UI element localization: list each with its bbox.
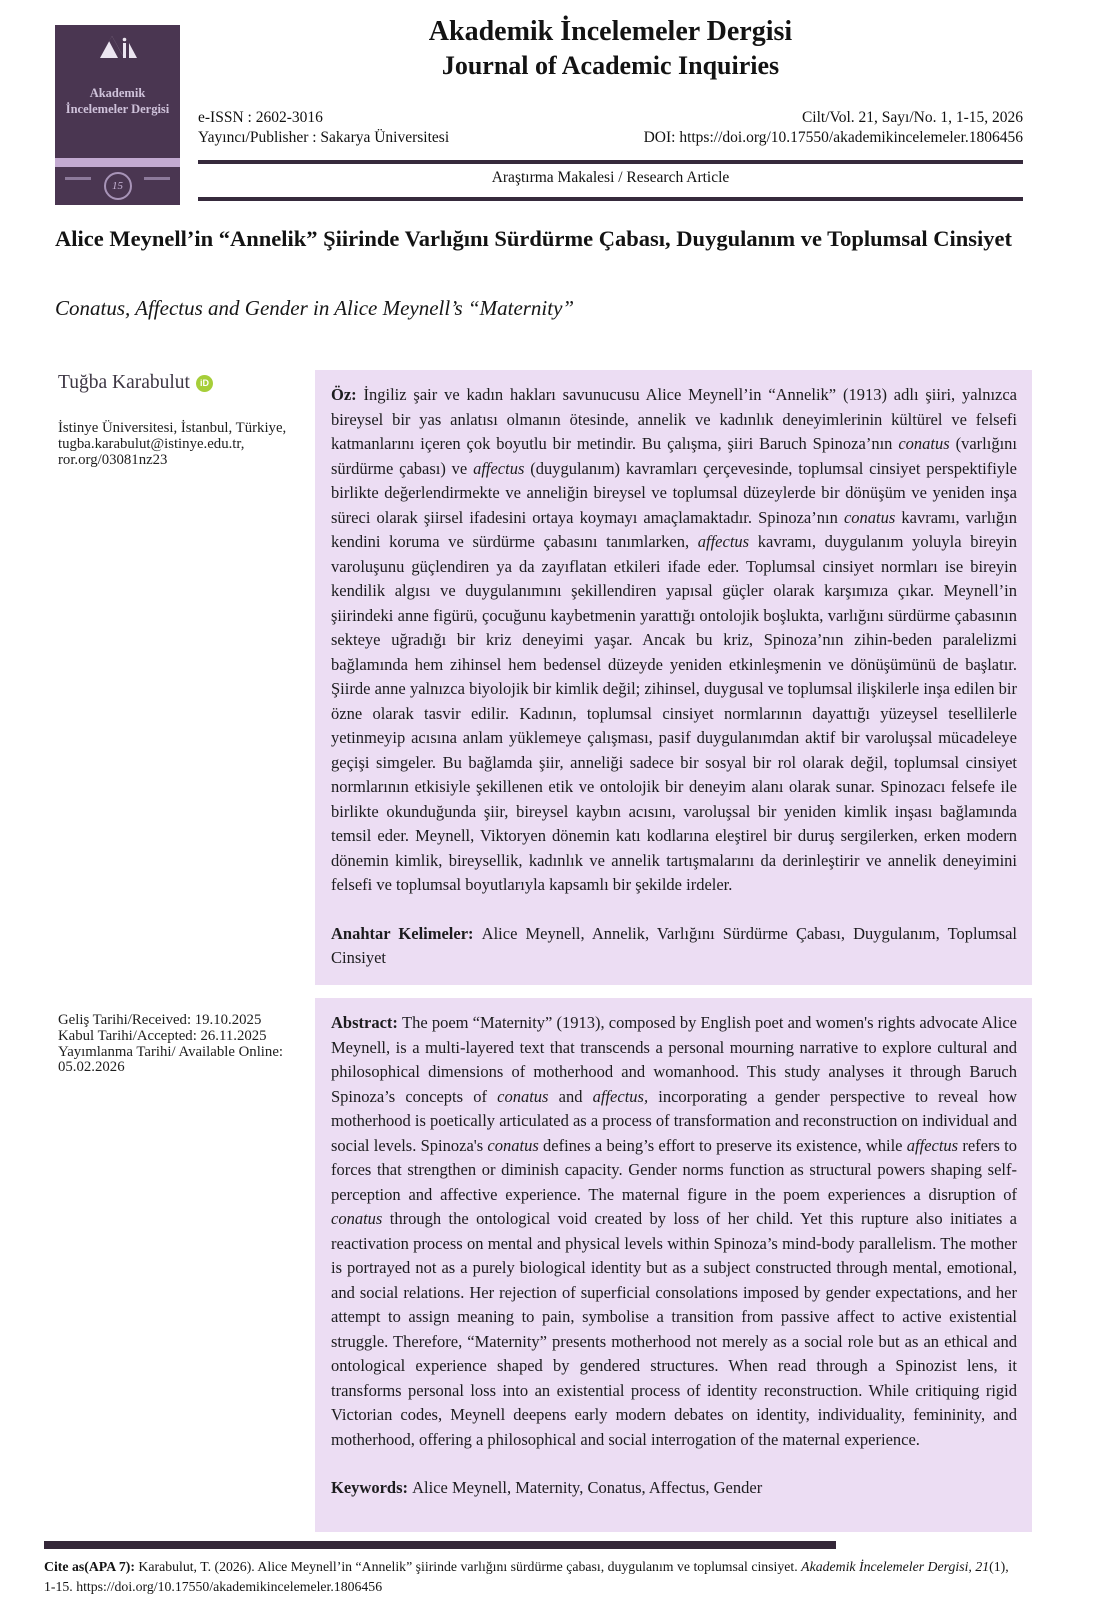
keywords-english: Keywords: Alice Meynell, Maternity, Conatus, Affectus, Gender [331, 1478, 763, 1497]
journal-doi-link[interactable]: DOI: https://doi.org/10.17550/akademikincelemeler.1806456 [643, 129, 1023, 146]
abstract-turkish-text: Öz: İngiliz şair ve kadın hakları savunucusu Alice Meynell’in “Annelik” (1913) adlı şiiri, yalnızca bireysel bir yas anlatısı olmanın ötesinde, annelik ve kadınlık deneyimlerinin kültürel ve felsefi katmanlarını içeren çok boyutlu bir metindir. Bu çalışma, şiiri Baruch Spinoza’nın conatus (varlığını sürdürme çabası) ve affectus (duygulanım) kavramları çerçevesinde, toplumsal cinsiyet perspektifiyle birlikte değerlendirmekte ve anneliğin bireysel ve toplumsal düzeylerde bir dönüşüm ve yeniden inşa süreci olarak şiirsel ifadesini ortaya koymayı amaçlamaktadır. Spinoza’nın conatus kavramı, varlığın kendini koruma ve sürdürme çabasını tanımlarken, affectus kavramı, duygulanım yoluyla bireyin varoluşunu güçlendiren ya da zayıflatan etkileri ifade eder. Toplumsal cinsiyet normları ise bireyin kendilik algısı ve duygulanımını şekillendiren yapısal güçler olarak karşımıza çıkar. Meynell’in şiirindeki anne figürü, çocuğunu kaybetmenin yarattığı ontolojik boşlukta, varlığını sürdürme çabasının sekteye uğradığı bir kriz deneyimi yaşar. Ancak bu kriz, Spinoza’nın zihin-beden paralelizmi bağlamında hem zihinsel hem bedensel düzeyde yeniden etkinleşmenin ve dönüşümünü de başlatır. Şiirde anne yalnızca biyolojik bir kimlik değil; zihinsel, duygusal ve toplumsal ilişkilerle inşa edilen bir özne olarak tasvir edilir. Kadının, toplumsal cinsiyet normlarının dayattığı yüzeysel tesellilerle yetinmeyip acısına anlam yüklemeye çalışması, pasif duygulanımdan aktif bir varoluşsal mücadeleye geçişi simgeler. Bu bağlamda şiir, anneliği sadece bir sosyal bir rol olarak değil, toplumsal cinsiyet normlarının etkisiyle şekillenen etik ve ontolojik bir deneyim alanı olarak sunar. Spinozacı felsefe ile birlikte okunduğunda şiir, bireysel kaybın acısını, varoluşsal bir yeniden kimlik inşası bağlamında temsil eder. Meynell, Viktoryen dönemin katı kodlarına eleştirel bir duruş sergilerken, erken modern dönemin kimlik, bireysellik, kadınlık ve annelik tartışmalarını da derinleştirir ve annelik deneyimini felsefi ve toplumsal boyutlarıyla kapsamlı bir şekilde irdeler. [331, 385, 1018, 894]
footer-rule [44, 1541, 836, 1549]
journal-logo-icon [55, 34, 180, 65]
abstract-english-text: Abstract: The poem “Maternity” (1913), composed by English poet and women's rights advocate Alice Meynell, is a multi-layered text that transcends a personal mourning narrative to explore cultural and philosophical dimensions of motherhood and womanhood. This study analyses it through Baruch Spinoza’s concepts of conatus and affectus, incorporating a gender perspective to reveal how motherhood is poetically articulated as a process of transformation and reconstruction on individual and social levels. Spinoza's conatus defines a being’s effort to preserve its existence, while affectus refers to forces that strengthen or diminish capacity. Gender norms function as structural powers shaping self-perception and affective experience. The maternal figure in the poem experiences a disruption of conatus through the ontological void created by loss of her child. Yet this rupture also initiates a reactivation process on mental and physical levels within Spinoza’s mind-body parallelism. The mother is portrayed not as a purely biological identity but as a subject constructed through mental, emotional, and social relations. Her rejection of superficial consolations imposed by gender expectations, and her attempt to assign meaning to pain, symbolise a transition from passive affect to active existential struggle. Therefore, “Maternity” presents motherhood not merely as a social role but as an ethical and ontological experience shaped by gendered structures. When read through a Spinozist lens, it transforms personal loss into an existential process of identity reconstruction. While critiquing rigid Victorian codes, Meynell deepens early modern debates on identity, individuality, femininity, and motherhood, offering a philosophical and social interrogation of the maternal experience. [331, 1013, 1018, 1449]
article-dates [58, 1013, 303, 1076]
author-email[interactable]: tugba.karabulut@istinye.edu.tr, [58, 435, 245, 452]
available-online-date: Yayımlanma Tarihi/ Available Online: 05.02.2026 [58, 1043, 283, 1076]
cover-caption-left [65, 177, 91, 180]
received-date: Geliş Tarihi/Received: 19.10.2025 [58, 1012, 262, 1028]
author-name [58, 372, 213, 394]
citation-text: Cite as(APA 7): Karabulut, T. (2026). Alice Meynell’in “Annelik” şiirinde varlığını sürdürme çabası, duygulanım ve toplumsal cinsiyet. Akademik İncelemeler Dergisi, 21(1), 1-15. https://doi.org/10.17550/akademikincelemeler.1806456 [44, 1559, 1009, 1594]
article-title-english: Conatus, Affectus and Gender in Alice Meynell’s “Maternity” [55, 296, 575, 320]
journal-meta [198, 108, 1023, 148]
keywords-turkish: Anahtar Kelimeler: Alice Meynell, Annelik, Varlığını Sürdürme Çabası, Duygulanım, Toplumsal Cinsiyet [331, 923, 1017, 967]
cover-title-line2: İncelemeler Dergisi [65, 102, 170, 116]
affiliation-institution: İstinye Üniversitesi, İstanbul, Türkiye, [58, 420, 287, 436]
article-title-turkish: Alice Meynell’in “Annelik” Şiirinde Varlığını Sürdürme Çabası, Duygulanım ve Toplumsal Cinsiyet [55, 226, 1013, 251]
cover-anniversary-badge: 15 [104, 172, 132, 200]
cover-title-line1: Akademik [89, 86, 146, 100]
header-rule-bottom [198, 197, 1023, 201]
abstract-english-box [315, 998, 1032, 1532]
cover-band [55, 158, 180, 167]
author-name-text: Tuğba Karabulut [58, 372, 190, 393]
journal-eissn: e-ISSN : 2602-3016 [198, 109, 323, 126]
journal-publisher: Yayıncı/Publisher : Sakarya Üniversitesi [198, 129, 450, 146]
journal-title-english: Journal of Academic Inquiries [441, 51, 780, 80]
article-type-label: Araştırma Makalesi / Research Article [491, 169, 730, 186]
abstract-turkish-box [315, 370, 1032, 985]
orcid-icon[interactable]: iD [196, 375, 213, 392]
journal-cover-thumbnail [55, 25, 180, 205]
journal-meta-left [198, 108, 449, 148]
journal-meta-right [644, 108, 1023, 148]
journal-title-turkish: Akademik İncelemeler Dergisi [428, 16, 793, 47]
author-affiliation [58, 421, 310, 468]
cover-journal-title [58, 85, 177, 117]
cover-caption-right [144, 177, 170, 180]
accepted-date: Kabul Tarihi/Accepted: 26.11.2025 [58, 1027, 267, 1044]
header-rule-top [198, 160, 1023, 164]
journal-volume-issue: Cilt/Vol. 21, Sayı/No. 1, 1-15, 2026 [801, 109, 1023, 126]
author-ror-link[interactable]: ror.org/03081nz23 [58, 451, 168, 468]
